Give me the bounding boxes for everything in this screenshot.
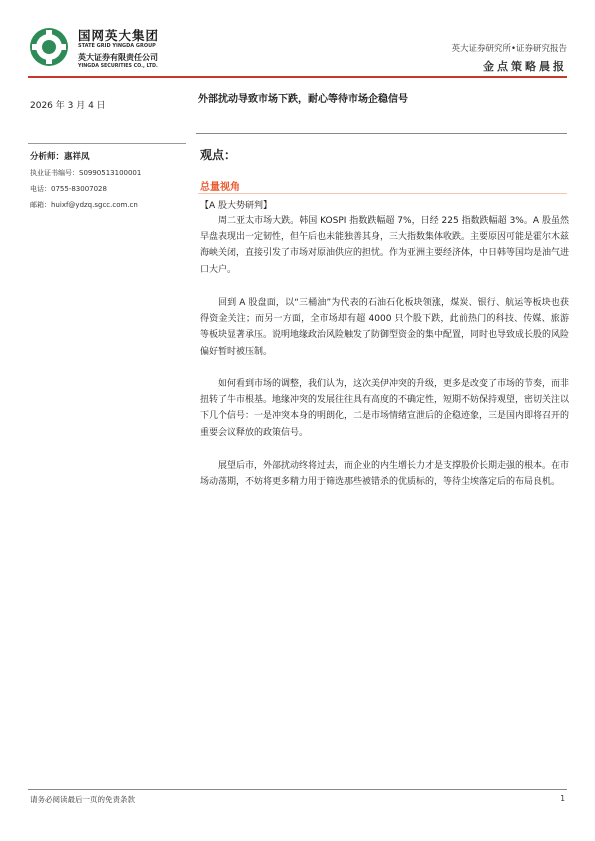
section-heading: 总量视角 — [200, 182, 240, 193]
body-paragraph: 展望后市，外部扰动终将过去，而企业的内生增长力才是支撑股价长期走强的根本。在市场动荡期，不妨将更多精力用于筛选那些被错杀的优质标的，等待尘埃落定后的布局良机。 — [200, 461, 570, 488]
subsection-heading: 【A 股大势研判】 — [200, 201, 273, 211]
company-logo — [28, 20, 228, 76]
title-divider — [196, 133, 567, 134]
logo-group-name-en: STATE GRID YINGDA GROUP — [78, 43, 156, 49]
footer-disclaimer: 请务必阅读最后一页的免责条款 — [30, 795, 135, 804]
body-paragraph: 回到 A 股盘面，以“三桶油”为代表的石油石化板块领涨，煤炭、银行、航运等板块也获得资金关注；而另一方面，全市场却有超 4000 只个股下跌，此前热门的科技、传媒、旅游等板块显著承压。说明地缘政治风险触发了防御型资金的集中配置，同时也导致成长股的风险偏好暂时被压制。 — [200, 298, 570, 357]
report-date: 2026 年 3 月 4 日 — [30, 101, 106, 111]
analyst-email[interactable]: 邮箱：huixf@ydzq.sgcc.com.cn — [30, 201, 138, 209]
footer-divider — [28, 789, 567, 790]
analyst-divider — [28, 143, 186, 144]
analyst-phone: 电话：0755-83007028 — [30, 185, 107, 193]
institute-label: 英大证券研究所•证券研究报告 — [451, 44, 567, 54]
viewpoint-heading: 观点： — [200, 148, 237, 162]
logo-group-name: 国网英大集团 — [78, 28, 160, 43]
state-grid-logo-icon — [28, 26, 70, 68]
logo-company-name: 英大证券有限责任公司 — [78, 53, 158, 62]
header-divider — [28, 76, 567, 78]
analyst-cert: 执业证书编号：S0990513100001 — [30, 169, 142, 177]
body-paragraph: 如何看到市场的调整，我们认为，这次美伊冲突的升级，更多是改变了市场的节奏，而非扭转了牛市根基。地缘冲突的发展往往具有高度的不确定性，短期不妨保持观望，密切关注以下几个信号：一是冲突本身的明朗化，二是市场情绪宣泄后的企稳迹象，三是国内即将召开的重要会议释放的政策信号。 — [200, 379, 570, 438]
report-title: 外部扰动导致市场下跌，耐心等待市场企稳信号 — [198, 94, 408, 105]
report-type-label: 金点策略晨报 — [483, 60, 567, 73]
logo-company-name-en: YINGDA SECURITIES CO., LTD. — [78, 64, 158, 69]
section-divider — [198, 193, 567, 194]
page-number: 1 — [560, 794, 565, 803]
body-paragraph: 周二亚太市场大跌。韩国 KOSPI 指数跌幅超 7%，日经 225 指数跌幅超 3%。A 股虽然早盘表现出一定韧性，但午后也未能独善其身，三大指数集体收跌。主要原因可能是霍尔木兹海峡关闭，直接引发了市场对原油供应的担忧。作为亚洲主要经济体，中日韩等国均是油气进口大户。 — [200, 216, 570, 275]
analyst-name: 分析师：惠祥凤 — [30, 152, 90, 162]
